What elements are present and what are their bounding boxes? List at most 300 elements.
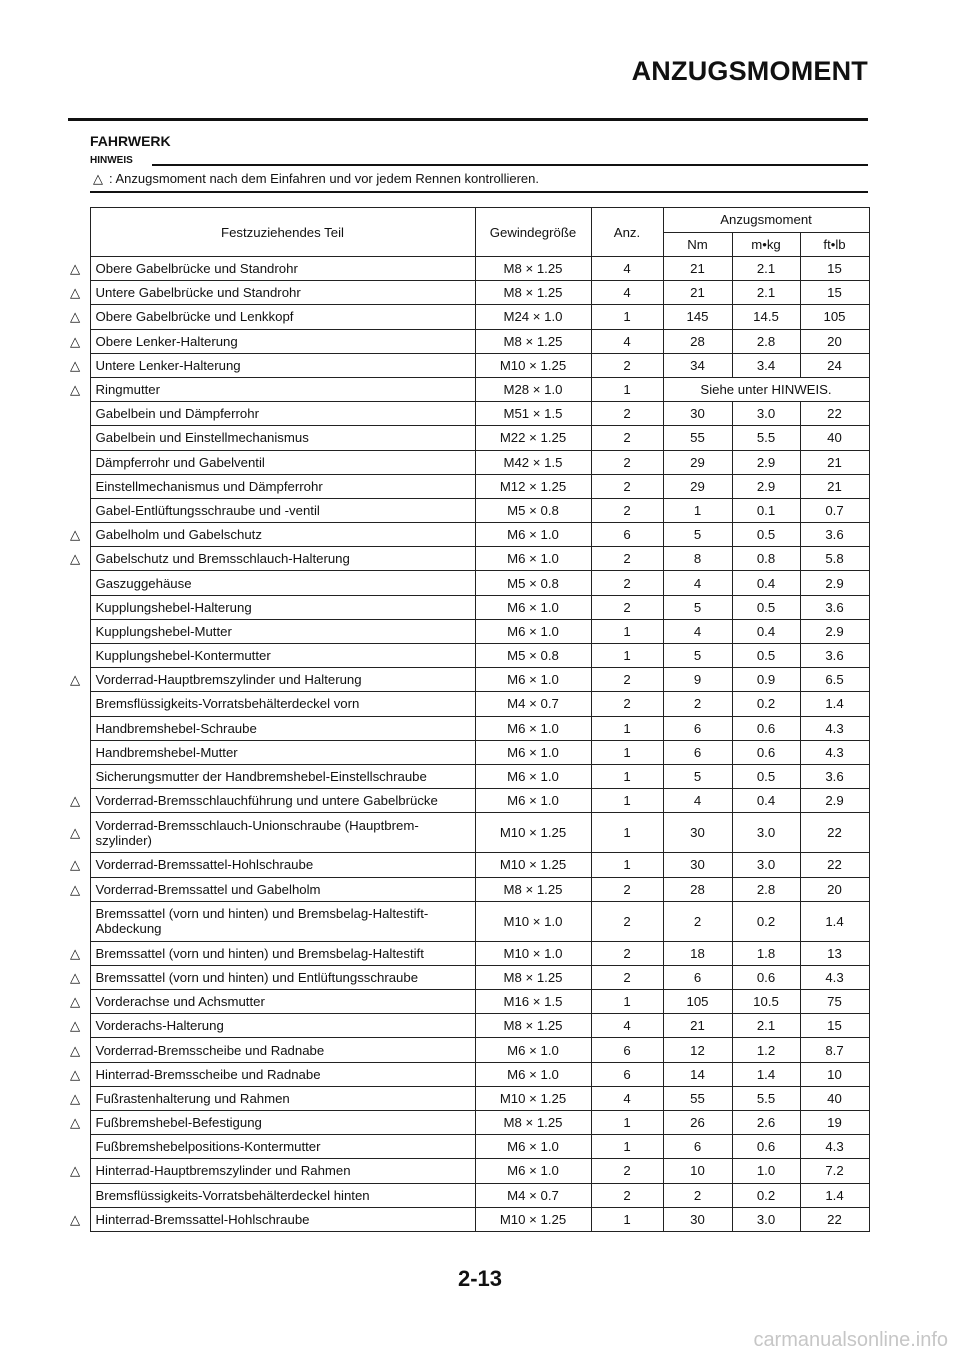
nm-cell: 21: [663, 257, 732, 281]
part-cell: Fußbremshebel-Befestigung: [90, 1111, 475, 1135]
table-row: [68, 281, 869, 305]
thread-cell: M6 × 1.0: [475, 716, 591, 740]
triangle-icon: △: [70, 285, 81, 301]
triangle-icon: △: [70, 857, 81, 873]
triangle-icon: △: [70, 527, 81, 543]
qty-cell: 2: [591, 1159, 663, 1183]
ftlb-cell: 3.6: [800, 764, 869, 788]
part-cell: Kupplungshebel-Mutter: [90, 619, 475, 643]
ftlb-cell: 6.5: [800, 668, 869, 692]
thread-cell: M8 × 1.25: [475, 257, 591, 281]
nm-cell: 2: [663, 692, 732, 716]
ftlb-cell: 15: [800, 281, 869, 305]
qty-cell: 1: [591, 619, 663, 643]
table-row: [68, 692, 869, 716]
mkg-cell: 2.8: [732, 329, 800, 353]
table-header-row: [68, 208, 869, 233]
thread-cell: M6 × 1.0: [475, 764, 591, 788]
qty-cell: 1: [591, 1135, 663, 1159]
nm-cell: 105: [663, 990, 732, 1014]
thread-cell: M6 × 1.0: [475, 1038, 591, 1062]
triangle-icon: [68, 692, 90, 716]
nm-cell: 6: [663, 716, 732, 740]
table-row: [68, 353, 869, 377]
thread-cell: M51 × 1.5: [475, 402, 591, 426]
nm-cell: 14: [663, 1062, 732, 1086]
nm-cell: 30: [663, 853, 732, 877]
part-cell: [90, 901, 475, 941]
table-row: [68, 813, 869, 853]
nm-cell: 4: [663, 619, 732, 643]
nm-cell: 55: [663, 426, 732, 450]
mkg-cell: 3.0: [732, 853, 800, 877]
ftlb-cell: 4.3: [800, 716, 869, 740]
mkg-cell: 2.9: [732, 474, 800, 498]
ftlb-cell: 7.2: [800, 1159, 869, 1183]
part-cell: Vorderrad-Bremsschlauchführung und untere Gabelbrücke: [90, 789, 475, 813]
qty-cell: 2: [591, 474, 663, 498]
mkg-cell: 0.6: [732, 740, 800, 764]
qty-cell: 1: [591, 990, 663, 1014]
triangle-icon: [68, 716, 90, 740]
triangle-icon: △: [70, 672, 81, 688]
table-row: [68, 941, 869, 965]
mkg-cell: 1.4: [732, 1062, 800, 1086]
header-part: Festzuziehendes Teil: [90, 208, 475, 257]
table-row: [68, 1038, 869, 1062]
part-cell: Bremssattel (vorn und hinten) und Bremsbelag-Haltestift: [90, 941, 475, 965]
nm-cell: 5: [663, 595, 732, 619]
mkg-cell: 3.4: [732, 353, 800, 377]
ftlb-cell: 4.3: [800, 1135, 869, 1159]
table-row: [68, 571, 869, 595]
triangle-icon: △: [70, 1211, 81, 1227]
table-row: [68, 965, 869, 989]
table-row: [68, 1159, 869, 1183]
part-cell: Gaszuggehäuse: [90, 571, 475, 595]
ftlb-cell: 13: [800, 941, 869, 965]
table-row: [68, 402, 869, 426]
qty-cell: 1: [591, 853, 663, 877]
part-cell: Vorderachs-Halterung: [90, 1014, 475, 1038]
thread-cell: M28 × 1.0: [475, 377, 591, 401]
thread-cell: M24 × 1.0: [475, 305, 591, 329]
table-row: [68, 377, 869, 401]
thread-cell: M10 × 1.0: [475, 941, 591, 965]
mkg-cell: 3.0: [732, 402, 800, 426]
mkg-cell: 0.4: [732, 789, 800, 813]
mkg-cell: 3.0: [732, 1207, 800, 1231]
ftlb-cell: 21: [800, 474, 869, 498]
mkg-cell: 0.5: [732, 764, 800, 788]
mkg-cell: 0.6: [732, 716, 800, 740]
part-cell: Kupplungshebel-Halterung: [90, 595, 475, 619]
table-row: [68, 619, 869, 643]
table-row: [68, 329, 869, 353]
table-row: [68, 474, 869, 498]
mkg-cell: 2.1: [732, 281, 800, 305]
ftlb-cell: 40: [800, 426, 869, 450]
qty-cell: 1: [591, 1207, 663, 1231]
table-row: [68, 901, 869, 941]
triangle-icon: △: [70, 1066, 81, 1082]
triangle-icon: [68, 595, 90, 619]
qty-cell: 1: [591, 740, 663, 764]
mkg-cell: 0.5: [732, 595, 800, 619]
thread-cell: M8 × 1.25: [475, 877, 591, 901]
part-cell: Bremssattel (vorn und hinten) und Entlüftungsschraube: [90, 965, 475, 989]
table-row: [68, 764, 869, 788]
part-cell: Vorderachse und Achsmutter: [90, 990, 475, 1014]
thread-cell: M42 × 1.5: [475, 450, 591, 474]
thread-cell: M6 × 1.0: [475, 547, 591, 571]
part-cell: Fußrastenhalterung und Rahmen: [90, 1086, 475, 1110]
thread-cell: M10 × 1.25: [475, 853, 591, 877]
ftlb-cell: 1.4: [800, 1183, 869, 1207]
mkg-cell: 0.8: [732, 547, 800, 571]
qty-cell: 6: [591, 1038, 663, 1062]
nm-cell: 21: [663, 1014, 732, 1038]
mkg-cell: 0.4: [732, 619, 800, 643]
nm-cell: 5: [663, 644, 732, 668]
ftlb-cell: 19: [800, 1111, 869, 1135]
ftlb-cell: 22: [800, 853, 869, 877]
thread-cell: M4 × 0.7: [475, 1183, 591, 1207]
note-divider-top: [152, 164, 868, 166]
table-row: [68, 547, 869, 571]
ftlb-cell: 20: [800, 329, 869, 353]
thread-cell: M5 × 0.8: [475, 644, 591, 668]
part-cell: Obere Lenker-Halterung: [90, 329, 475, 353]
mkg-cell: 3.0: [732, 813, 800, 853]
mkg-cell: 2.6: [732, 1111, 800, 1135]
triangle-icon: [68, 740, 90, 764]
thread-cell: M6 × 1.0: [475, 789, 591, 813]
qty-cell: 4: [591, 329, 663, 353]
part-cell: Gabelholm und Gabelschutz: [90, 523, 475, 547]
part-cell: Handbremshebel-Schraube: [90, 716, 475, 740]
part-line-2: Abdeckung: [95, 921, 162, 937]
note-label: HINWEIS: [90, 155, 133, 166]
part-line-2: szylinder): [95, 832, 152, 848]
mkg-cell: 2.1: [732, 257, 800, 281]
mkg-cell: 1.8: [732, 941, 800, 965]
nm-cell: 28: [663, 329, 732, 353]
thread-cell: M6 × 1.0: [475, 740, 591, 764]
triangle-icon: [68, 644, 90, 668]
part-cell: Handbremshebel-Mutter: [90, 740, 475, 764]
ftlb-cell: 15: [800, 1014, 869, 1038]
thread-cell: M6 × 1.0: [475, 1159, 591, 1183]
title-rule: [68, 118, 868, 121]
mkg-cell: 2.9: [732, 450, 800, 474]
qty-cell: 2: [591, 877, 663, 901]
ftlb-cell: 75: [800, 990, 869, 1014]
thread-cell: M8 × 1.25: [475, 965, 591, 989]
mkg-cell: 0.9: [732, 668, 800, 692]
nm-cell: 55: [663, 1086, 732, 1110]
part-cell: Einstellmechanismus und Dämpferrohr: [90, 474, 475, 498]
ftlb-cell: 24: [800, 353, 869, 377]
torque-note-cell: Siehe unter HINWEIS.: [663, 377, 869, 401]
triangle-icon: △: [70, 357, 81, 373]
table-row: [68, 1111, 869, 1135]
nm-cell: 6: [663, 740, 732, 764]
mkg-cell: 0.2: [732, 901, 800, 941]
qty-cell: 1: [591, 716, 663, 740]
part-cell: Hinterrad-Bremssattel-Hohlschraube: [90, 1207, 475, 1231]
mkg-cell: 0.6: [732, 1135, 800, 1159]
table-body: [68, 257, 869, 1232]
nm-cell: 28: [663, 877, 732, 901]
header-thread: Gewindegröße: [475, 208, 591, 257]
table-row: [68, 1207, 869, 1231]
part-cell: Dämpferrohr und Gabelventil: [90, 450, 475, 474]
part-line-1: Bremssattel (vorn und hinten) und Bremsbelag-Haltestift-: [95, 906, 429, 922]
ftlb-cell: 10: [800, 1062, 869, 1086]
ftlb-cell: 22: [800, 402, 869, 426]
nm-cell: 6: [663, 965, 732, 989]
part-cell: Kupplungshebel-Kontermutter: [90, 644, 475, 668]
table-row: [68, 426, 869, 450]
nm-cell: 1: [663, 498, 732, 522]
thread-cell: M16 × 1.5: [475, 990, 591, 1014]
qty-cell: 2: [591, 426, 663, 450]
part-cell: Bremsflüssigkeits-Vorratsbehälterdeckel hinten: [90, 1183, 475, 1207]
mkg-cell: 1.0: [732, 1159, 800, 1183]
table-row: [68, 498, 869, 522]
nm-cell: 10: [663, 1159, 732, 1183]
table-row: [68, 595, 869, 619]
part-cell: Vorderrad-Bremssattel und Gabelholm: [90, 877, 475, 901]
triangle-icon: △: [70, 261, 81, 277]
triangle-icon: △: [70, 309, 81, 325]
page-number: 2-13: [457, 1266, 503, 1291]
qty-cell: 1: [591, 305, 663, 329]
ftlb-cell: 3.6: [800, 523, 869, 547]
mkg-cell: 0.2: [732, 692, 800, 716]
qty-cell: 2: [591, 353, 663, 377]
part-cell: Ringmutter: [90, 377, 475, 401]
triangle-icon: [68, 901, 90, 941]
mkg-cell: 2.1: [732, 1014, 800, 1038]
qty-cell: 2: [591, 498, 663, 522]
table-row: [68, 668, 869, 692]
triangle-icon: △: [70, 1018, 81, 1034]
triangle-icon: △: [70, 333, 81, 349]
nm-cell: 34: [663, 353, 732, 377]
mkg-cell: 0.2: [732, 1183, 800, 1207]
header-torque: Anzugsmoment: [663, 208, 869, 233]
part-cell: Obere Gabelbrücke und Standrohr: [90, 257, 475, 281]
mkg-cell: 5.5: [732, 426, 800, 450]
mkg-cell: 0.1: [732, 498, 800, 522]
ftlb-cell: 2.9: [800, 619, 869, 643]
qty-cell: 1: [591, 813, 663, 853]
qty-cell: 4: [591, 257, 663, 281]
mkg-cell: 0.5: [732, 523, 800, 547]
ftlb-cell: 21: [800, 450, 869, 474]
qty-cell: 2: [591, 547, 663, 571]
thread-cell: M5 × 0.8: [475, 498, 591, 522]
part-cell: Vorderrad-Hauptbremszylinder und Halterung: [90, 668, 475, 692]
part-cell: Hinterrad-Hauptbremszylinder und Rahmen: [90, 1159, 475, 1183]
qty-cell: 2: [591, 965, 663, 989]
nm-cell: 5: [663, 523, 732, 547]
thread-cell: M6 × 1.0: [475, 1135, 591, 1159]
thread-cell: M5 × 0.8: [475, 571, 591, 595]
triangle-icon: △: [93, 171, 103, 186]
ftlb-cell: 5.8: [800, 547, 869, 571]
part-cell: Vorderrad-Bremsscheibe und Radnabe: [90, 1038, 475, 1062]
qty-cell: 2: [591, 571, 663, 595]
triangle-icon: [68, 426, 90, 450]
table-row: [68, 1014, 869, 1038]
mkg-cell: 14.5: [732, 305, 800, 329]
header-ftlb: ft•lb: [800, 232, 869, 257]
triangle-icon: △: [70, 881, 81, 897]
thread-cell: M6 × 1.0: [475, 595, 591, 619]
part-cell: Obere Gabelbrücke und Lenkkopf: [90, 305, 475, 329]
table-row: [68, 740, 869, 764]
note: [93, 171, 539, 187]
part-cell: Gabel-Entlüftungsschraube und -ventil: [90, 498, 475, 522]
qty-cell: 4: [591, 1014, 663, 1038]
section-title: FAHRWERK: [90, 133, 171, 149]
qty-cell: 1: [591, 644, 663, 668]
triangle-icon: [68, 1135, 90, 1159]
part-cell: Bremsflüssigkeits-Vorratsbehälterdeckel vorn: [90, 692, 475, 716]
nm-cell: 30: [663, 1207, 732, 1231]
table-row: [68, 1135, 869, 1159]
triangle-icon: △: [70, 551, 81, 567]
qty-cell: 2: [591, 668, 663, 692]
thread-cell: M4 × 0.7: [475, 692, 591, 716]
thread-cell: M10 × 1.25: [475, 1207, 591, 1231]
thread-cell: M8 × 1.25: [475, 1014, 591, 1038]
part-cell: Sicherungsmutter der Handbremshebel-Einstellschraube: [90, 764, 475, 788]
qty-cell: 6: [591, 523, 663, 547]
thread-cell: M8 × 1.25: [475, 281, 591, 305]
qty-cell: 1: [591, 377, 663, 401]
triangle-icon: [68, 764, 90, 788]
ftlb-cell: 2.9: [800, 789, 869, 813]
qty-cell: 2: [591, 692, 663, 716]
triangle-icon: △: [70, 969, 81, 985]
ftlb-cell: 40: [800, 1086, 869, 1110]
nm-cell: 26: [663, 1111, 732, 1135]
table-row: [68, 990, 869, 1014]
ftlb-cell: 22: [800, 1207, 869, 1231]
nm-cell: 5: [663, 764, 732, 788]
triangle-icon: △: [70, 1042, 81, 1058]
note-text: : Anzugsmoment nach dem Einfahren und vor jedem Rennen kontrollieren.: [109, 171, 539, 186]
part-line-1: Vorderrad-Bremsschlauch-Unionschraube (Hauptbrem-: [95, 817, 419, 833]
header-mark-blank: [68, 208, 90, 257]
ftlb-cell: 3.6: [800, 644, 869, 668]
triangle-icon: [68, 474, 90, 498]
thread-cell: M6 × 1.0: [475, 523, 591, 547]
ftlb-cell: 15: [800, 257, 869, 281]
table-row: [68, 450, 869, 474]
nm-cell: 30: [663, 402, 732, 426]
triangle-icon: △: [70, 1163, 81, 1179]
table-row: [68, 1086, 869, 1110]
page-title: ANZUGSMOMENT: [631, 56, 868, 86]
ftlb-cell: 1.4: [800, 692, 869, 716]
table-row: [68, 523, 869, 547]
nm-cell: 2: [663, 901, 732, 941]
thread-cell: M22 × 1.25: [475, 426, 591, 450]
thread-cell: M8 × 1.25: [475, 329, 591, 353]
table-row: [68, 644, 869, 668]
nm-cell: 12: [663, 1038, 732, 1062]
nm-cell: 145: [663, 305, 732, 329]
nm-cell: 8: [663, 547, 732, 571]
qty-cell: 4: [591, 1086, 663, 1110]
table-row: [68, 305, 869, 329]
nm-cell: 29: [663, 474, 732, 498]
torque-table: [68, 207, 870, 1232]
table-row: [68, 1062, 869, 1086]
qty-cell: 2: [591, 450, 663, 474]
mkg-cell: 5.5: [732, 1086, 800, 1110]
triangle-icon: △: [70, 945, 81, 961]
thread-cell: M10 × 1.25: [475, 813, 591, 853]
nm-cell: 30: [663, 813, 732, 853]
ftlb-cell: 2.9: [800, 571, 869, 595]
ftlb-cell: 1.4: [800, 901, 869, 941]
triangle-icon: △: [70, 994, 81, 1010]
note-divider-bottom: [90, 191, 868, 193]
ftlb-cell: 22: [800, 813, 869, 853]
triangle-icon: [68, 619, 90, 643]
mkg-cell: 10.5: [732, 990, 800, 1014]
triangle-icon: △: [70, 793, 81, 809]
ftlb-cell: 0.7: [800, 498, 869, 522]
thread-cell: M6 × 1.0: [475, 619, 591, 643]
nm-cell: 9: [663, 668, 732, 692]
table-row: [68, 789, 869, 813]
qty-cell: 6: [591, 1062, 663, 1086]
ftlb-cell: 105: [800, 305, 869, 329]
thread-cell: M8 × 1.25: [475, 1111, 591, 1135]
part-cell: Hinterrad-Bremsscheibe und Radnabe: [90, 1062, 475, 1086]
part-cell: Gabelbein und Einstellmechanismus: [90, 426, 475, 450]
qty-cell: 2: [591, 595, 663, 619]
nm-cell: 2: [663, 1183, 732, 1207]
nm-cell: 4: [663, 789, 732, 813]
triangle-icon: △: [70, 825, 81, 841]
ftlb-cell: 4.3: [800, 740, 869, 764]
part-cell: Untere Lenker-Halterung: [90, 353, 475, 377]
nm-cell: 29: [663, 450, 732, 474]
table-row: [68, 257, 869, 281]
mkg-cell: 2.8: [732, 877, 800, 901]
qty-cell: 1: [591, 1111, 663, 1135]
table-row: [68, 877, 869, 901]
triangle-icon: [68, 1183, 90, 1207]
table-row: [68, 1183, 869, 1207]
qty-cell: 1: [591, 789, 663, 813]
triangle-icon: △: [70, 1115, 81, 1131]
part-cell: Gabelbein und Dämpferrohr: [90, 402, 475, 426]
nm-cell: 4: [663, 571, 732, 595]
thread-cell: M12 × 1.25: [475, 474, 591, 498]
qty-cell: 2: [591, 1183, 663, 1207]
ftlb-cell: 4.3: [800, 965, 869, 989]
mkg-cell: 0.6: [732, 965, 800, 989]
